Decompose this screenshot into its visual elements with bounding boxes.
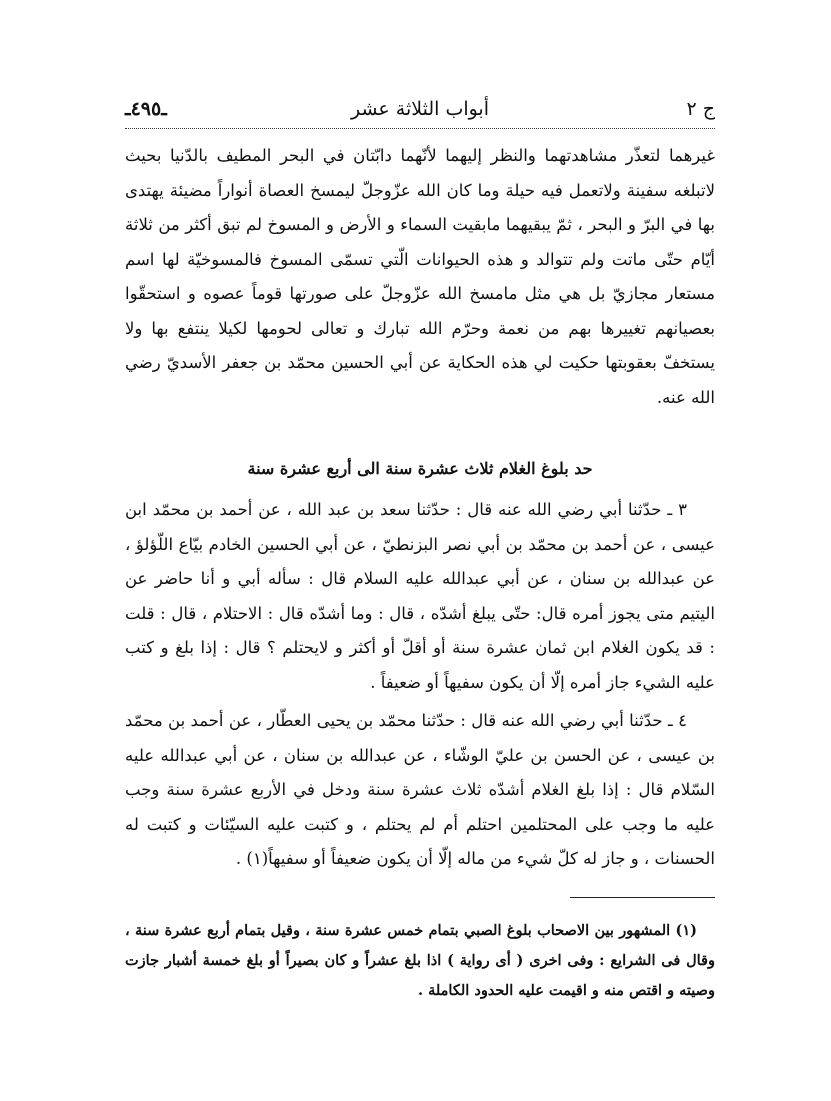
chapter-title: أبواب الثلاثة عشر (350, 98, 489, 120)
section-heading: حد بلوغ الغلام ثلاث عشرة سنة الى أربع عشرة سنة (247, 459, 593, 478)
page-header (125, 88, 715, 129)
hadith-3: ٣ ـ حدّثنا أبي رضي الله عنه قال : حدّثنا سعد بن عبد الله ، عن أحمد بن محمّد ابن عيسى ، عن أحمد بن محمّد بن أبي نصر البزنطيّ ، عن أبي الحسين الخادم بيّاع اللّؤلؤ ، عن عبدالله بن سنان ، عن أبي عبدالله عليه السلام قال : سأله أبي و أنا حاضر عن اليتيم متى يجوز أمره قال: حتّى يبلغ أشدّه ، قال : وما أشدّه قال : الاحتلام ، قال : قلت : قد يكون الغلام ابن ثمان عشرة سنة أو أقلّ أو أكثر و لايحتلم ؟ قال : إذا بلغ و كتب عليه الشيء جاز أمره إلّا أن يكون سفيهاً أو ضعيفاً . (125, 500, 715, 692)
book-page (125, 88, 715, 1006)
page-number: ـ٤٩٥ـ (125, 98, 167, 120)
footnote-1: (١) المشهور بين الاصحاب بلوغ الصبي بتمام خمس عشرة سنة ، وقيل بتمام أربع عشرة سنة ، وقال فى الشرايع : وفى اخرى ( أى رواية ) اذا بلغ عشراً و كان بصيراً أو بلغ خمسة أشبار جازت وصيته و اقتص منه و اقيمت عليه الحدود الكاملة . (125, 921, 715, 999)
volume-label: ج ٢ (686, 98, 715, 120)
footnote-separator (570, 897, 715, 898)
hadith-4: ٤ ـ حدّثنا أبي رضي الله عنه قال : حدّثنا محمّد بن يحيى العطّار ، عن أحمد بن محمّد بن عيسى ، عن الحسن بن عليّ الوشّاء ، عن عبدالله بن سنان ، عن أبي عبدالله عليه السّلام قال : إذا بلغ الغلام أشدّه ثلاث عشرة سنة ودخل في الأربع عشرة سنة وجب عليه ما وجب على المحتلمين احتلم أم لم يحتلم ، و كتبت عليه السيّئات و كتبت له الحسنات ، و جاز له كلّ شيء من ماله إلّا أن يكون ضعيفاً أو سفيهاً(١) . (125, 711, 715, 868)
paragraph-1: غيرهما لتعذّر مشاهدتهما والنظر إليهما لأنّهما دابّتان في البحر المطيف بالدّنيا بحيث لاتبلغه سفينة ولاتعمل فيه حيلة وما كان الله عزّوجلّ ليمسخ العصاة أنواراً مضيئة يهتدى بها في البرّ و البحر ، ثمّ يبقيهما مابقيت السماء و الأرض و المسوخ لم تبق أكثر من ثلاثة أيّام حتّى ماتت ولم تتوالد و هذه الحيوانات الّتي تسمّى المسوخ فالمسوخيّة لها اسم مستعار مجازيّ بل هي مثل مامسخ الله عزّوجلّ على صورتها قوماً عصوه و استحقّوا بعصيانهم تغييرها بهم من نعمة وحرّم الله تبارك و تعالى لحومها لكيلا ينتفع بها ولا يستخفّ بعقوبتها حكيت لي هذه الحكاية عن أبي الحسين محمّد بن جعفر الأسديّ رضي الله عنه. (125, 146, 715, 407)
